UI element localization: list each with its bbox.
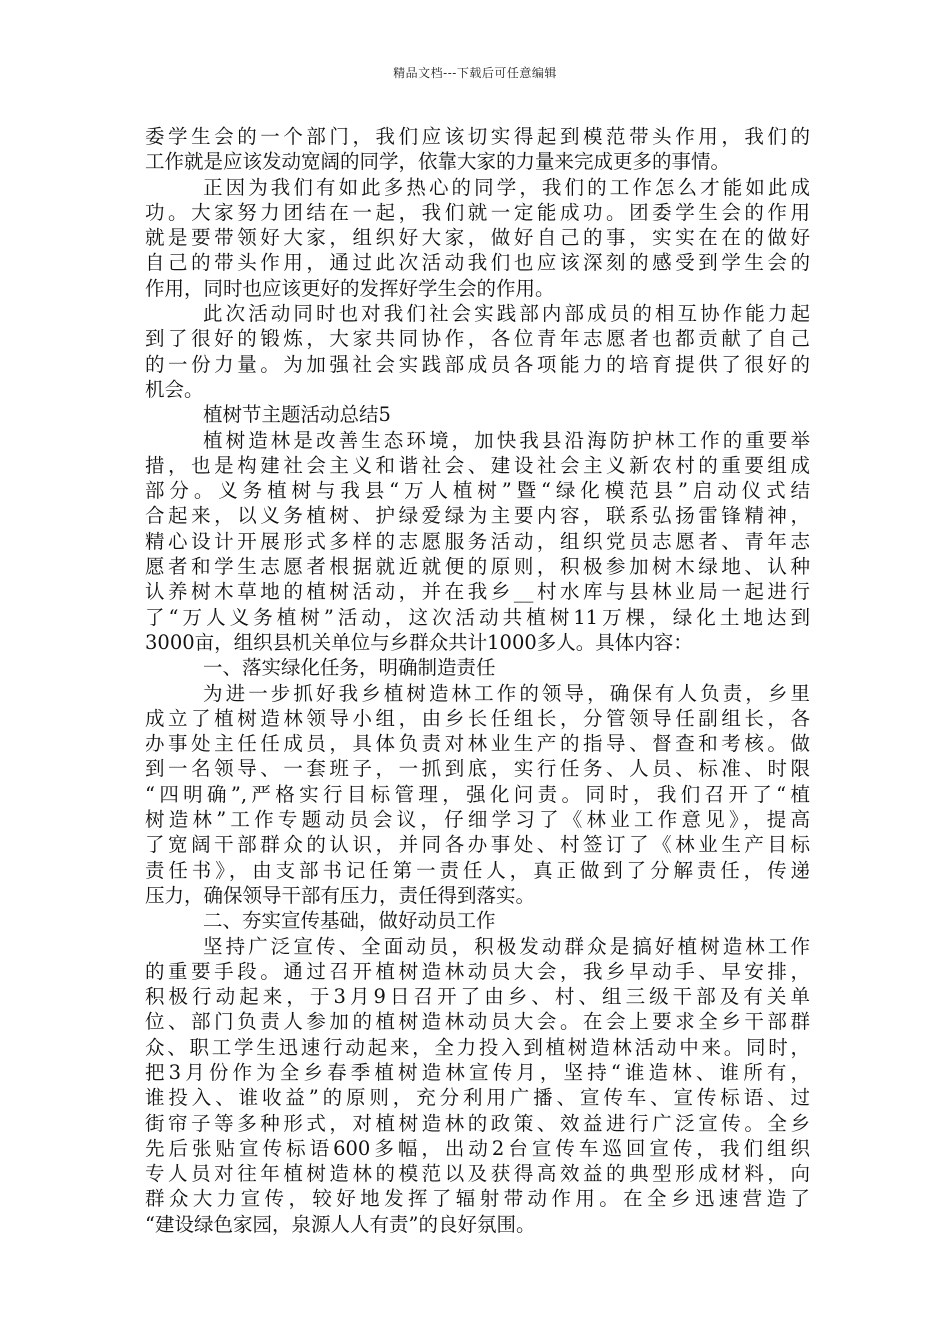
text-line: 众、职工学生迅速行动起来，全力投入到植树造林活动中来。同时，: [145, 1035, 810, 1059]
text-line: 精心设计开展形式多样的志愿服务活动，组织党员志愿者、青年志: [145, 529, 810, 553]
document-body: [145, 124, 810, 1237]
text-line: 到了很好的锻炼，大家共同协作，各位青年志愿者也都贡献了自己: [145, 327, 810, 351]
text-line: 积极行动起来，于3月9日召开了由乡、村、组三级干部及有关单: [145, 985, 810, 1009]
text-line: “四明确”,严格实行目标管理，强化问责。同时，我们召开了“植: [145, 782, 810, 806]
text-line: 责任书》，由支部书记任第一责任人，真正做到了分解责任，传递: [145, 858, 810, 882]
text-line: 街帘子等多种形式，对植树造林的政策、效益进行广泛宣传。全乡: [145, 1111, 810, 1135]
text-line: 一、落实绿化任务，明确制造责任: [203, 656, 496, 680]
text-line: 植树节主题活动总结5: [203, 403, 391, 427]
text-line: 就是要带领好大家，组织好大家，做好自己的事，实实在在的做好: [145, 226, 810, 250]
text-line: 植树造林是改善生态环境，加快我县沿海防护林工作的重要举: [203, 428, 810, 452]
text-line: 二、夯实宣传基础，做好动员工作: [203, 909, 496, 933]
text-line: 办事处主任任成员，具体负责对林业生产的指导、督查和考核。做: [145, 732, 810, 756]
text-line: 合起来，以义务植树、护绿爱绿为主要内容，联系弘扬雷锋精神，: [145, 504, 810, 528]
text-line: 愿者和学生志愿者根据就近就便的原则，积极参加树木绿地、认种: [145, 555, 810, 579]
text-line: 压力，确保领导干部有压力，责任得到落实。: [145, 883, 536, 907]
text-line: 了宽阔干部群众的认识，并同各办事处、村签订了《林业生产目标: [145, 833, 810, 857]
text-line: 为进一步抓好我乡植树造林工作的领导，确保有人负责，乡里: [203, 681, 810, 705]
text-line: 到一名领导、一套班子，一抓到底，实行任务、人员、标准、时限: [145, 757, 810, 781]
text-line: 谁投入、谁收益”的原则，充分利用广播、宣传车、宣传标语、过: [145, 1086, 810, 1110]
text-line: 部分。义务植树与我县“万人植树”暨“绿化模范县”启动仪式结: [145, 479, 810, 503]
text-line: 的重要手段。通过召开植树造林动员大会，我乡早动手、早安排，: [145, 959, 810, 983]
text-line: 作用，同时也应该更好的发挥好学生会的作用。: [145, 276, 555, 300]
text-line: 了“万人义务植树”活动，这次活动共植树11万棵，绿化土地达到: [145, 605, 810, 629]
text-line: 的一份力量。为加强社会实践部成员各项能力的培育提供了很好的: [145, 352, 810, 376]
text-line: 专人员对往年植树造林的模范以及获得高效益的典型形成材料，向: [145, 1162, 810, 1186]
text-line: 此次活动同时也对我们社会实践部内部成员的相互协作能力起: [203, 302, 810, 326]
text-line: 树造林”工作专题动员会议，仔细学习了《林业工作意见》，提高: [145, 808, 810, 832]
text-line: 坚持广泛宣传、全面动员，积极发动群众是搞好植树造林工作: [203, 934, 810, 958]
text-line: “建设绿色家园，泉源人人有责”的良好氛围。: [145, 1212, 536, 1236]
text-line: 3000亩，组织县机关单位与乡群众共计1000多人。具体内容：: [145, 630, 693, 654]
text-line: 先后张贴宣传标语600多幅，出动2台宣传车巡回宣传，我们组织: [145, 1136, 810, 1160]
text-line: 成立了植树造林领导小组，由乡长任组长，分管领导任副组长，各: [145, 706, 810, 730]
text-line: 把3月份作为全乡春季植树造林宣传月，坚持“谁造林、谁所有，: [145, 1060, 810, 1084]
text-line: 位、部门负责人参加的植树造林动员大会。在会上要求全乡干部群: [145, 1010, 810, 1034]
text-line: 功。大家努力团结在一起，我们就一定能成功。团委学生会的作用: [145, 200, 810, 224]
text-line: 措，也是构建社会主义和谐社会、建设社会主义新农村的重要组成: [145, 453, 810, 477]
text-line: 自己的带头作用，通过此次活动我们也应该深刻的感受到学生会的: [145, 251, 810, 275]
text-line: 机会。: [145, 377, 204, 401]
text-line: 正因为我们有如此多热心的同学，我们的工作怎么才能如此成: [203, 175, 810, 199]
text-line: 认养树木草地的植树活动，并在我乡__村水库与县林业局一起进行: [145, 580, 810, 604]
page-header: 精品文档---下载后可任意编辑: [393, 66, 557, 80]
text-line: 群众大力宣传，较好地发挥了辐射带动作用。在全乡迅速营造了: [145, 1187, 810, 1211]
text-line: 委学生会的一个部门，我们应该切实得起到模范带头作用，我们的: [145, 125, 810, 148]
text-line: 工作就是应该发动宽阔的同学，依靠大家的力量来完成更多的事情。: [145, 150, 731, 174]
